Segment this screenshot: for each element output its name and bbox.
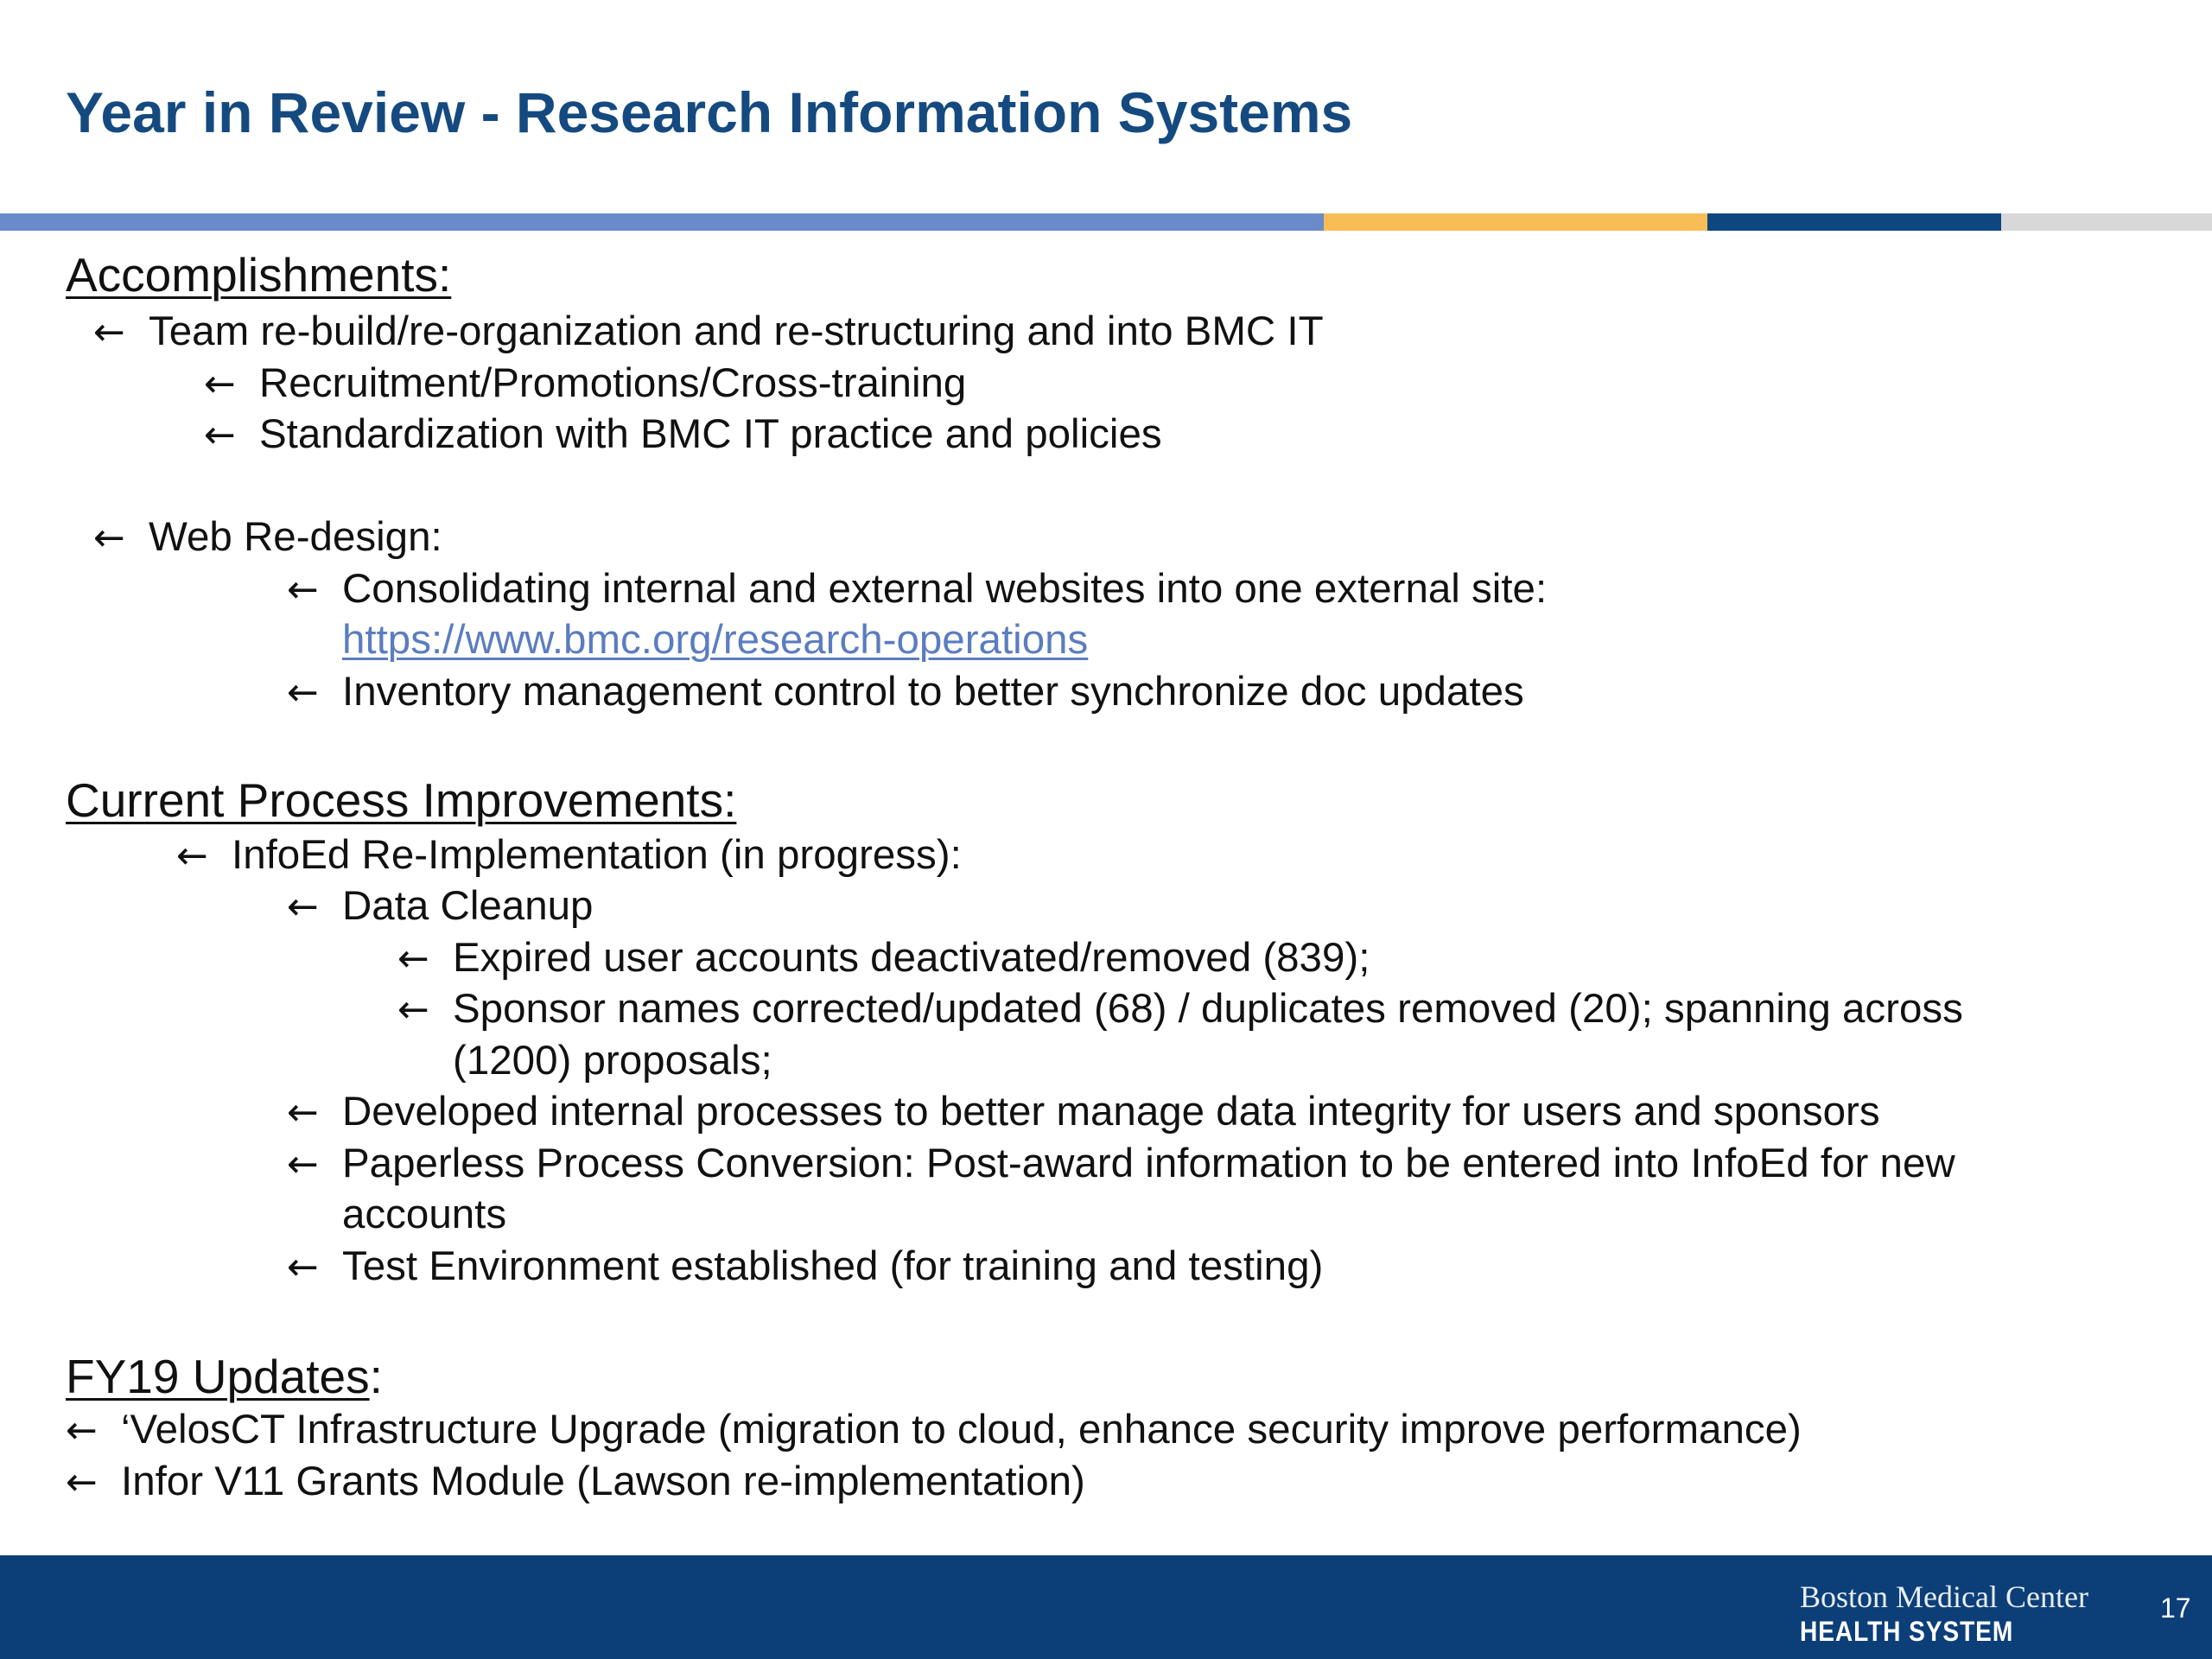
bullet-inventory: ← Inventory management control to better synchronize doc updates bbox=[287, 666, 1524, 719]
bullet-standardization: ← Standardization with BMC IT practice and policies bbox=[204, 409, 1162, 461]
color-bar-gray bbox=[2001, 213, 2212, 231]
logo-line-2: HEALTH SYSTEM bbox=[1800, 1616, 2014, 1647]
left-arrow-icon: ← bbox=[287, 1245, 319, 1289]
left-arrow-icon: ← bbox=[204, 362, 236, 406]
bullet-team: ← Team re-build/re-organization and re-structuring and into BMC IT bbox=[93, 306, 1324, 359]
left-arrow-icon: ← bbox=[287, 671, 319, 715]
left-arrow-icon: ← bbox=[287, 1090, 319, 1135]
bullet-infor: ← Infor V11 Grants Module (Lawson re-implementation) bbox=[66, 1456, 1085, 1509]
left-arrow-icon: ← bbox=[176, 834, 208, 878]
bullet-consolidating: ← Consolidating internal and external websites into one external site: bbox=[287, 563, 1547, 616]
left-arrow-icon: ← bbox=[204, 413, 236, 457]
left-arrow-icon: ← bbox=[66, 1408, 98, 1452]
left-arrow-icon: ← bbox=[287, 568, 319, 612]
bullet-expired: ← Expired user accounts deactivated/removed (839); bbox=[397, 932, 1370, 985]
footer-bar bbox=[0, 1555, 2212, 1659]
fy19-heading: FY19 Updates: bbox=[66, 1350, 383, 1403]
color-bar-gold bbox=[1324, 213, 1707, 231]
bullet-paperless: ← Paperless Process Conversion: Post-award information to be entered into InfoEd for new bbox=[287, 1138, 1955, 1191]
left-arrow-icon: ← bbox=[287, 1142, 319, 1186]
logo-line-1: Boston Medical Center bbox=[1800, 1580, 2088, 1614]
bullet-paperless-continued: accounts bbox=[342, 1192, 507, 1237]
accomplishments-heading: Accomplishments: bbox=[66, 248, 452, 302]
left-arrow-icon: ← bbox=[397, 988, 429, 1032]
bullet-data-cleanup: ← Data Cleanup bbox=[287, 880, 593, 933]
color-bar-blue bbox=[0, 213, 1324, 231]
left-arrow-icon: ← bbox=[397, 937, 429, 981]
left-arrow-icon: ← bbox=[66, 1460, 98, 1504]
color-bar bbox=[0, 213, 2212, 231]
bullet-recruitment: ← Recruitment/Promotions/Cross-training bbox=[204, 358, 966, 410]
research-operations-link[interactable]: https://www.bmc.org/research-operations bbox=[342, 617, 1089, 663]
bmc-logo bbox=[1800, 1580, 2088, 1649]
bullet-web-redesign: ← Web Re-design: bbox=[93, 512, 442, 564]
bullet-velosct: ← ‘VelosCT Infrastructure Upgrade (migration to cloud, enhance security improve performance) bbox=[66, 1404, 1802, 1457]
bullet-sponsor: ← Sponsor names corrected/updated (68) / duplicates removed (20); spanning across bbox=[397, 983, 1963, 1036]
page-number: 17 bbox=[2160, 1592, 2191, 1624]
bullet-sponsor-continued: (1200) proposals; bbox=[453, 1038, 772, 1084]
left-arrow-icon: ← bbox=[287, 885, 319, 929]
color-bar-navy bbox=[1707, 213, 2001, 231]
improvements-heading: Current Process Improvements: bbox=[66, 773, 737, 827]
research-operations-link-line bbox=[342, 614, 1088, 666]
bullet-developed: ← Developed internal processes to better manage data integrity for users and sponsors bbox=[287, 1086, 1880, 1139]
bullet-infoed: ← InfoEd Re-Implementation (in progress): bbox=[176, 830, 962, 882]
slide-title: Year in Review - Research Information Systems bbox=[66, 80, 1353, 144]
left-arrow-icon: ← bbox=[93, 516, 125, 560]
left-arrow-icon: ← bbox=[93, 310, 125, 354]
bullet-test-environment: ← Test Environment established (for training and testing) bbox=[287, 1241, 1323, 1294]
